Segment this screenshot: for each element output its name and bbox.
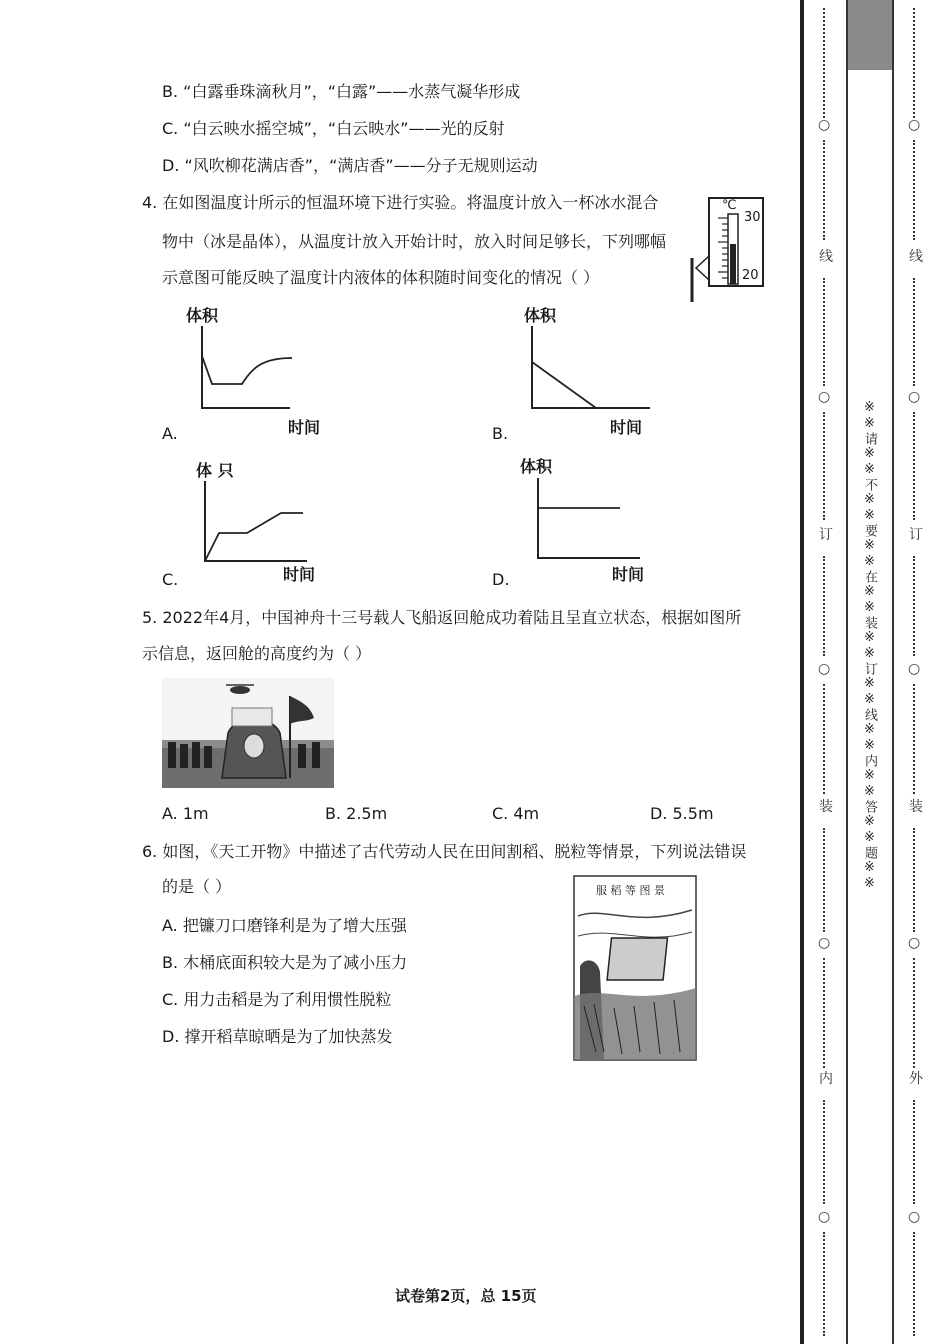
graph-a: [190, 320, 320, 420]
thermometer-figure: [684, 196, 774, 306]
inner-mark-ding: 订: [819, 527, 833, 543]
q4-stem-line2: 物中（冰是晶体），从温度计放入开始计时，放入时间足够长，下列哪幅: [162, 232, 667, 251]
binding-margin: [800, 0, 950, 1344]
q5-option-c: C. 4m: [492, 804, 540, 823]
q6-stem-line2: 的是（ ）: [162, 877, 232, 896]
binding-warning-text: ※※请※※不※※要※※在※※装※※订※※线※※内※※答※※题※※: [862, 400, 877, 892]
inner-mark-xian: 线: [819, 249, 833, 265]
thermo-top-mark: 30: [744, 210, 761, 225]
thermo-unit: ℃: [722, 198, 737, 213]
graph-a-curve: [202, 356, 292, 384]
q6-option-b: B. 木桶底面积较大是为了减小压力: [162, 953, 408, 972]
q3-option-c: C. “白云映水摇空城”，“白云映水”——光的反射: [162, 119, 505, 138]
q5-option-d: D. 5.5m: [650, 804, 714, 823]
graph-c-line: [205, 513, 303, 561]
graph-d-axes: [538, 478, 640, 558]
page-footer: 试卷第2页，总 15页: [395, 1287, 537, 1305]
outer-mark-wai: 外: [909, 1071, 923, 1087]
binding-border-left: [800, 0, 804, 1344]
graph-b: [520, 320, 660, 420]
inner-mark-zhuang: 装: [819, 799, 833, 815]
graph-c: [195, 475, 325, 570]
graph-a-ylabel: 体积: [186, 306, 219, 325]
q6-option-c: C. 用力击稻是为了利用惯性脱粒: [162, 990, 392, 1009]
graph-b-axes: [532, 326, 650, 408]
tiangong-kaiwu-illustration: [574, 876, 696, 1060]
graph-d-xlabel: 时间: [612, 565, 645, 584]
graph-a-axes: [202, 326, 290, 408]
thermo-bottom-mark: 20: [742, 268, 759, 283]
graph-c-ylabel: 体 只: [196, 461, 234, 480]
q5-option-a: A. 1m: [162, 804, 209, 823]
inner-mark-nei: 内: [819, 1071, 833, 1087]
graph-b-label: B.: [492, 424, 509, 443]
q3-option-b: B. “白露垂珠滴秋月”，“白露”——水蒸气凝华形成: [162, 82, 521, 101]
q3-option-d: D. “风吹柳花满店香”，“满店香”——分子无规则运动: [162, 156, 538, 175]
capsule-landing-photo: [162, 678, 334, 788]
illustration-title: 服 稻 等 图 景: [596, 884, 665, 897]
graph-d-ylabel: 体积: [520, 457, 553, 476]
graph-c-label: C.: [162, 570, 179, 589]
q5-stem-line2: 示信息，返回舱的高度约为（ ）: [142, 644, 372, 663]
graph-b-ylabel: 体积: [524, 306, 557, 325]
graph-a-label: A.: [162, 424, 178, 443]
graph-b-xlabel: 时间: [610, 418, 643, 437]
outer-mark-ding: 订: [909, 527, 923, 543]
outer-mark-zhuang: 装: [909, 799, 923, 815]
q4-stem-line3: 示意图可能反映了温度计内液体的体积随时间变化的情况（ ）: [162, 268, 600, 287]
q5-option-b: B. 2.5m: [325, 804, 388, 823]
graph-d-label: D.: [492, 570, 510, 589]
illustration-drawing: [574, 876, 696, 1060]
q6-stem-line1: 6. 如图，《天工开物》中描述了古代劳动人民在田间割稻、脱粒等情景，下列说法错误: [142, 842, 747, 861]
graph-c-axes: [205, 481, 307, 561]
q6-option-a: A. 把镰刀口磨锋利是为了增大压强: [162, 916, 407, 935]
q4-stem-line1: 4. 在如图温度计所示的恒温环境下进行实验。将温度计放入一杯冰水混合: [142, 193, 659, 212]
outer-dotted-line: ○ 线 ○ 订 ○ 装 ○ 外 ○: [908, 0, 922, 1344]
binding-divider-1: [846, 0, 848, 1344]
q6-option-d: D. 撑开稻草晾晒是为了加快蒸发: [162, 1027, 393, 1046]
binding-divider-2: [892, 0, 894, 1344]
q5-stem-line1: 5. 2022年4月，中国神舟十三号载人飞船返回舱成功着陆且呈直立状态，根据如图所: [142, 608, 742, 627]
graph-c-xlabel: 时间: [283, 565, 316, 584]
graph-d: [528, 472, 658, 567]
outer-mark-xian: 线: [909, 249, 923, 265]
binding-shade: [848, 0, 892, 70]
inner-dotted-line: ○ 线 ○ 订 ○ 装 ○ 内 ○: [818, 0, 832, 1344]
graph-b-line: [532, 362, 596, 408]
graph-a-xlabel: 时间: [288, 418, 321, 437]
